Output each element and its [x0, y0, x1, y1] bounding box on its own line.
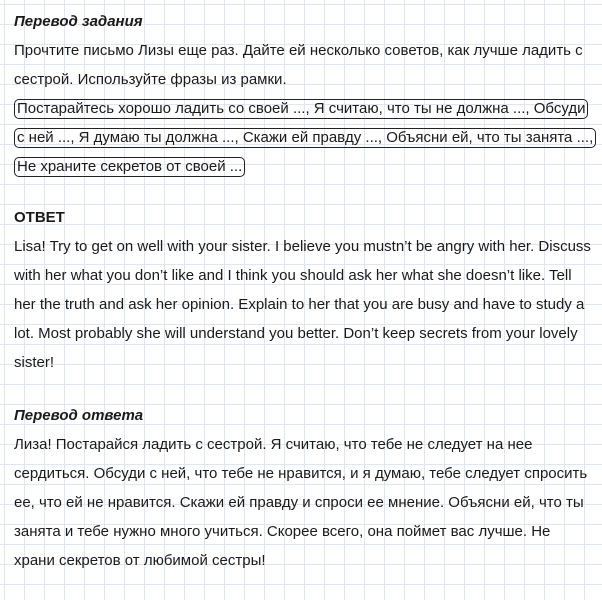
spacer [14, 181, 594, 204]
answer-text: Lisa! Try to get on well with your sister. I believe you mustn’t be angry with her. Discuss with her what you don’t like and I think you should ask her what she doesn’t like. Tell her the truth and ask her opinion. Explain to her that you are busy and have to study a lot. Most probably she will understand you better. Don’t keep secrets from your lovely sister! [14, 238, 591, 371]
document-page [14, 8, 594, 575]
answer-translation-text: Лиза! Постарайся ладить с сестрой. Я считаю, что тебе не следует на нее сердиться. Обсуди с ней, что тебе не нравится, и я думаю, тебе следует спросить ее, что ей не нравится. Скажи ей правду и спроси ее мнение. Объясни ей, что ты занята и тебе нужно много учиться. Скорее всего, она поймет вас лучше. Не храни секретов от любимой сестры! [14, 436, 588, 569]
answer-heading: ОТВЕТ [14, 209, 65, 226]
task-translation-heading: Перевод задания [14, 13, 143, 30]
spacer [14, 377, 594, 402]
phrase-box-text: Постарайтесь хорошо ладить со своей ..., Я считаю, что ты не должна ..., Обсуди с ней ..., Я думаю ты должна ..., Скажи ей правду ..., Объясни ей, что ты занята ..., Не храните секретов от своей ... [14, 99, 596, 177]
answer-translation-heading: Перевод ответа [14, 407, 144, 424]
task-translation-text: Прочтите письмо Лизы еще раз. Дайте ей несколько советов, как лучше ладить с сестрой. Используйте фразы из рамки. [14, 42, 583, 88]
phrase-box [14, 94, 594, 181]
